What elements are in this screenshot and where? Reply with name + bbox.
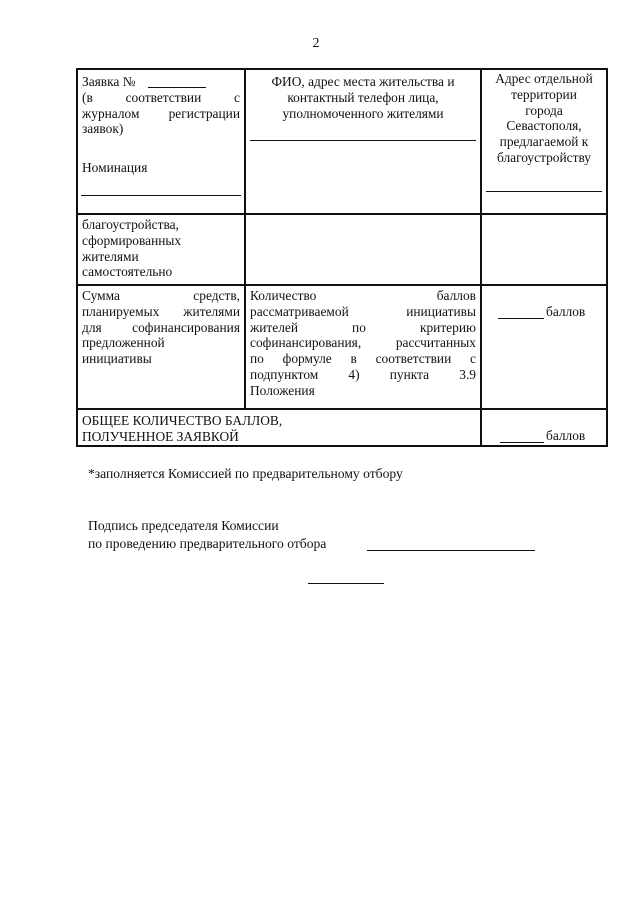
cofinancing-score-line: софинансирования, рассчитанных bbox=[250, 335, 476, 351]
cofinancing-line: Сумма средств, bbox=[82, 288, 240, 303]
territory-header-line: Адрес отдельной bbox=[495, 71, 593, 86]
territory-address-blank bbox=[486, 191, 602, 192]
cofinancing-line: для софинансирования bbox=[82, 319, 240, 335]
territory-header-line: предлагаемой к bbox=[499, 134, 589, 150]
cofinancing-line: планируемых жителями bbox=[82, 303, 240, 319]
representative-header-line: контактный телефон лица, bbox=[287, 89, 439, 105]
application-note-line: заявок) bbox=[82, 121, 124, 137]
representative-header-line: уполномоченного жителями bbox=[282, 105, 444, 121]
cofinancing-score-cell bbox=[250, 288, 476, 399]
cofinancing-score-line: Положения bbox=[250, 382, 315, 398]
self-formed-line: жителями bbox=[82, 248, 139, 264]
cofinancing-score-line: рассматриваемой инициативы bbox=[250, 303, 476, 319]
application-form-table bbox=[76, 68, 608, 447]
territory-header-line: Севастополя, bbox=[506, 118, 582, 134]
self-formed-improvement-cell bbox=[82, 217, 240, 280]
application-note-line: (в соответствии с bbox=[82, 89, 240, 105]
territory-header-line: города bbox=[525, 102, 563, 118]
nomination-blank bbox=[81, 195, 241, 196]
points-unit: баллов bbox=[546, 428, 586, 443]
application-number-cell bbox=[82, 74, 240, 137]
self-formed-line: самостоятельно bbox=[82, 264, 173, 280]
cofinancing-line: предложенной bbox=[82, 335, 165, 351]
application-number-label: Заявка № bbox=[82, 74, 136, 89]
column-divider-1 bbox=[244, 68, 246, 409]
self-formed-line: благоустройства, bbox=[82, 217, 179, 232]
self-formed-line: сформированных bbox=[82, 232, 182, 248]
application-number-blank bbox=[148, 87, 206, 88]
row-divider-3 bbox=[76, 408, 608, 410]
representative-blank bbox=[250, 140, 476, 141]
cofinancing-line: инициативы bbox=[82, 351, 152, 367]
total-points-value-cell bbox=[546, 428, 606, 444]
signature-line-2: по проведению предварительного отбора bbox=[88, 536, 327, 551]
cofinancing-points-cell bbox=[546, 304, 606, 320]
table-border-top bbox=[76, 68, 608, 70]
application-note-line: журналом регистрации bbox=[82, 105, 240, 121]
cofinancing-score-line: жителей по критерию bbox=[250, 319, 476, 335]
territory-address-header-cell bbox=[483, 71, 605, 166]
total-points-line: ПОЛУЧЕННОЕ ЗАЯВКОЙ bbox=[82, 428, 239, 444]
signature-line-1: Подпись председателя Комиссии bbox=[88, 518, 279, 533]
cofinancing-score-line: по формуле в соответствии с bbox=[250, 351, 476, 367]
signature-blank bbox=[367, 550, 535, 551]
points-unit: баллов bbox=[546, 304, 586, 319]
cofinancing-points-blank bbox=[498, 318, 544, 319]
row-divider-1 bbox=[76, 213, 608, 215]
total-points-label-cell bbox=[82, 413, 478, 445]
column-divider-2 bbox=[480, 68, 482, 447]
document-end-line bbox=[308, 583, 384, 584]
row-divider-2 bbox=[76, 284, 608, 286]
nomination-cell bbox=[82, 160, 240, 176]
signature-block bbox=[88, 517, 326, 553]
total-points-blank bbox=[500, 442, 544, 443]
footnote: *заполняется Комиссией по предварительному отбору bbox=[88, 466, 403, 481]
total-points-line: ОБЩЕЕ КОЛИЧЕСТВО БАЛЛОВ, bbox=[82, 413, 283, 428]
representative-header-line: ФИО, адрес места жительства и bbox=[271, 74, 455, 89]
table-border-left bbox=[76, 68, 78, 447]
cofinancing-score-line: Количество баллов bbox=[250, 288, 476, 303]
table-border-bottom bbox=[76, 445, 608, 447]
cofinancing-amount-cell bbox=[82, 288, 240, 367]
territory-header-line: территории bbox=[511, 86, 577, 102]
representative-header-cell bbox=[248, 74, 478, 121]
cofinancing-score-line: подпунктом 4) пункта 3.9 bbox=[250, 366, 476, 382]
table-border-right bbox=[606, 68, 608, 447]
page-number: 2 bbox=[312, 36, 320, 51]
territory-header-line: благоустройству bbox=[496, 149, 591, 165]
nomination-label: Номинация bbox=[82, 160, 148, 175]
